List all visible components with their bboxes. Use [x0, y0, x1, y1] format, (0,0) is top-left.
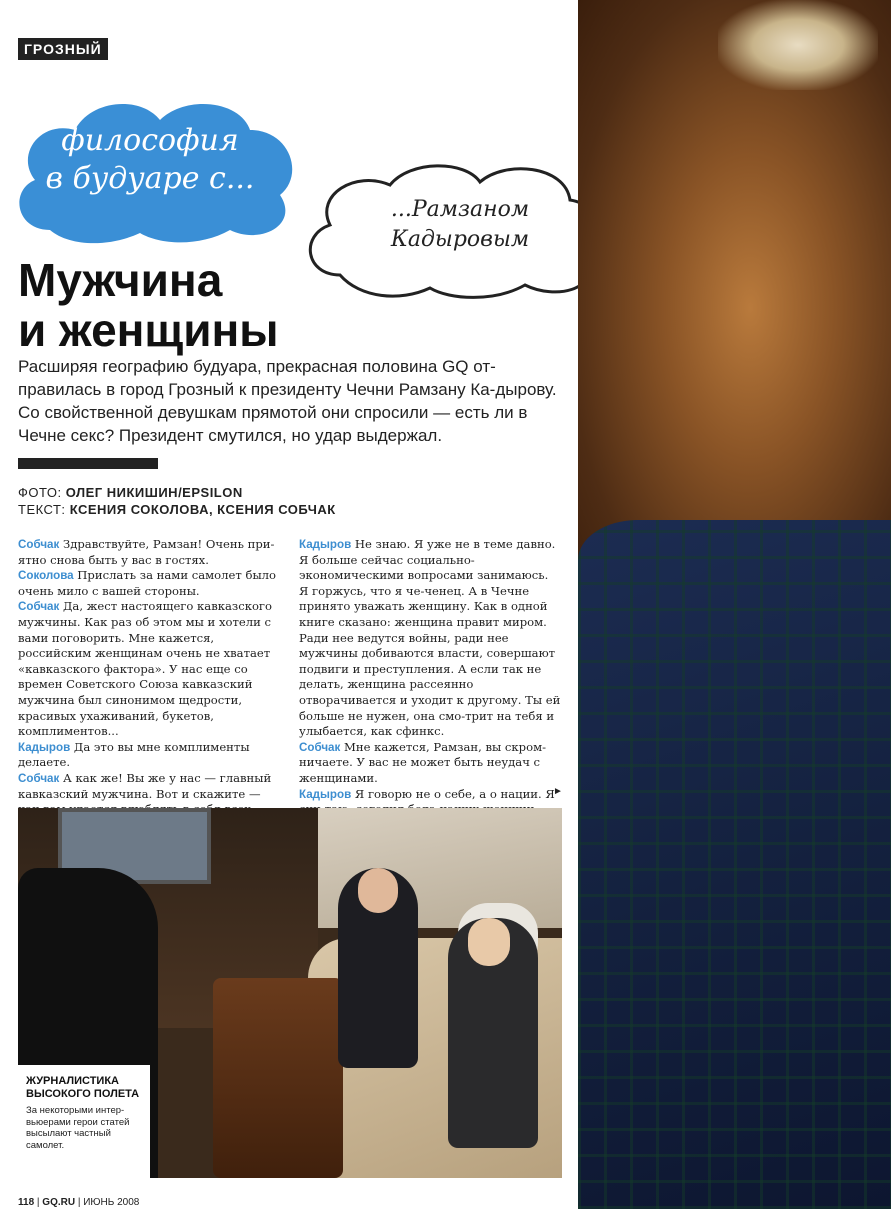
headline: [18, 255, 318, 355]
divider-bar: [18, 458, 158, 469]
speaker-name: Кадыров: [18, 740, 71, 754]
photo-plaid-fabric: [578, 520, 891, 1209]
dialogue-text: Мне кажется, Рамзан, вы скром-ничаете. У вас не может быть неудач с женщинами.: [299, 739, 546, 785]
continue-arrow-icon: ►: [553, 786, 563, 797]
photo-caption: [18, 1065, 150, 1178]
dialogue-text: Да, жест настоящего кавказского мужчины. Как раз об этом мы и хотели с вами поговорить. Мне кажется, российским женщинам очень не хватает «кавказского фактора». У нас еще со времен Советского Союза кавказский мужчина был синонимом щедрости, красивых ухаживаний, букетов, комплиментов...: [18, 599, 272, 739]
dialogue-text: Здравствуйте, Рамзан! Очень при-ятно снова быть у вас в гостях.: [18, 537, 275, 567]
page-number: 118: [18, 1197, 35, 1208]
dialogue-line: [18, 568, 280, 599]
interview-column-2: [299, 537, 561, 849]
speaker-name: Собчак: [18, 538, 60, 551]
dialogue-line: [299, 740, 561, 787]
cloud-right-text: [340, 195, 580, 255]
credits: [18, 484, 336, 518]
photo-credit-name: ОЛЕГ НИКИШИН/EPSILON: [65, 485, 243, 500]
section-tag: ГРОЗНЫЙ: [18, 38, 108, 60]
speaker-name: Собчак: [18, 600, 60, 614]
dialogue-line: [18, 537, 280, 568]
speaker-name: Кадыров: [299, 787, 352, 801]
issue-date: ИЮНЬ 2008: [83, 1197, 140, 1208]
dialogue-text: А как же! Вы же у нас — главный кавказский мужчина. Вот и скажите —: [18, 770, 272, 801]
speaker-name: Собчак: [18, 771, 60, 785]
cloud-left-text: [20, 122, 280, 198]
dialogue-line: [299, 537, 561, 740]
caption-body: За некоторыми интер-вьюерами герои статей высылают частный самолет.: [26, 1105, 130, 1151]
text-credit-name: КСЕНИЯ СОКОЛОВА, КСЕНИЯ СОБЧАК: [69, 502, 336, 517]
headline-line1: Мужчина: [18, 254, 223, 306]
speaker-name: Собчак: [299, 740, 341, 754]
dialogue-text: Да это вы мне комплименты делаете.: [18, 739, 250, 770]
lead-paragraph: Расширяя географию будуара, прекрасная половина GQ от-правилась в город Грозный к президенту Чечни Рамзану Ка-дырову. Со свойственной девушкам прямотой они спросили — есть ли в Чечне секс? Президент смутился, но удар выдержал.: [18, 357, 557, 445]
dialogue-text: Не знаю. Я уже не в теме давно. Я больше сейчас социально-экономическими вопросами занимаюсь. Я горжусь, что я че-ченец. А в Чечне принято уважать женщину. Как в одной книге сказано: женщина правит миром. Ради нее ведутся войны, ради нее мужчины добиваются власти, совершают подвиги и преступления. А если так не делать, женщина рассеянно отворачивается и уходит к другому. Ты ей больше не нужен, она смо-трит на тебя и улыбается, как сфинкс.: [299, 537, 561, 739]
face: [358, 868, 398, 913]
page-footer: 118 | GQ.RU | ИЮНЬ 2008: [18, 1197, 140, 1208]
speaker-name: Кадыров: [299, 538, 352, 551]
cloud-left-line1: философия: [61, 123, 239, 158]
site-name: GQ.RU: [42, 1197, 76, 1208]
photo-credit-label: ФОТО:: [18, 485, 62, 500]
dialogue-line: [18, 599, 280, 739]
person-seated-right: [448, 918, 538, 1148]
dialogue-text: Прислать за нами самолет было очень мило с вашей стороны.: [18, 568, 277, 598]
cabin-table: [213, 978, 343, 1178]
cloud-left-line2: в будуаре с...: [45, 161, 255, 196]
cloud-right-line2: Кадыровым: [390, 227, 530, 252]
interview-column-1: [18, 537, 280, 833]
text-credit-label: ТЕКСТ:: [18, 502, 66, 517]
photo-light: [718, 0, 878, 90]
caption-title: ЖУРНАЛИСТИКА ВЫСОКОГО ПОЛЕТА: [26, 1075, 140, 1100]
speaker-name: Соколова: [18, 569, 74, 583]
headline-line2: и женщины: [18, 304, 279, 356]
cover-photo: [578, 0, 891, 1209]
face: [468, 918, 510, 966]
dialogue-text: Я говорю не о себе, а о нации. Я: [354, 786, 555, 801]
dialogue-line: [18, 740, 280, 771]
person-seated-left: [338, 868, 418, 1068]
cloud-right-line1: ...Рамзаном: [390, 197, 530, 222]
